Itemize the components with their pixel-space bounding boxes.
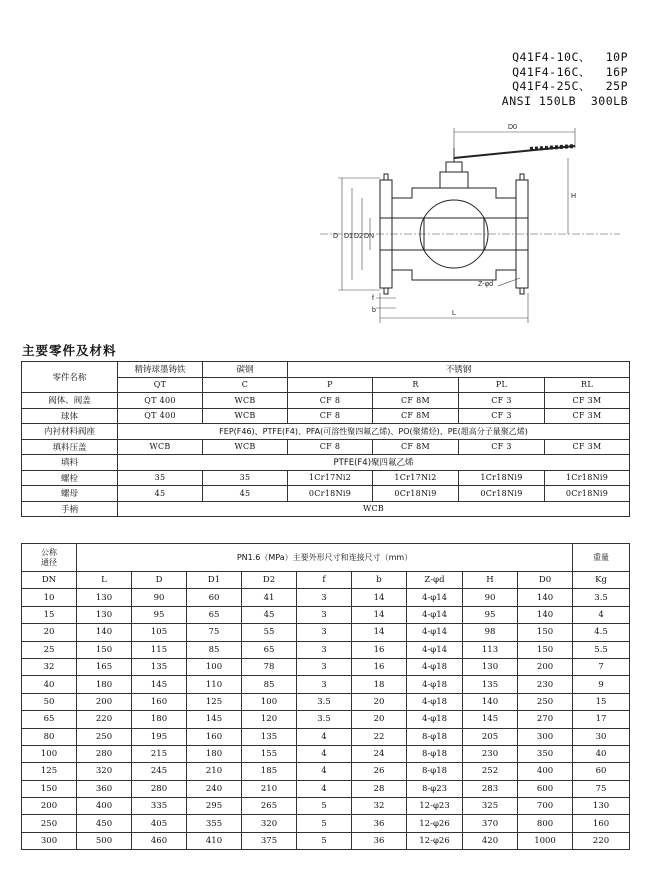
dimension-cell: 16 [352,641,407,658]
dimension-cell: 32 [22,658,77,675]
dimension-cell: 4 [297,780,352,797]
dimension-cell: 65 [22,711,77,728]
dimension-cell: 270 [518,711,573,728]
dimension-cell: 10 [22,589,77,606]
dimension-cell: 15 [573,693,630,710]
materials-table [21,361,630,517]
dimension-cell: 220 [573,832,630,849]
dimension-cell: 120 [242,711,297,728]
material-cell: 0Cr18Ni9 [373,486,459,502]
dimension-cell: 40 [22,676,77,693]
dimension-cell: 100 [22,745,77,762]
section-title: 主要零件及材料 [22,343,117,358]
dimension-cell: 180 [132,711,187,728]
dimension-cell: 90 [463,589,518,606]
table-row [22,362,630,378]
dimension-cell: 20 [352,711,407,728]
dim-label-l: L [452,310,456,317]
column-header: H [463,572,518,589]
dimension-cell: 12-φ26 [407,815,463,832]
table-row [22,641,630,658]
dimension-cell: 165 [77,658,132,675]
dimensions-body [22,589,630,850]
handle-material: WCB [118,501,630,517]
dim-label-zd: Z-φd [478,281,494,288]
dimension-cell: 320 [77,763,132,780]
dimension-cell: 320 [242,815,297,832]
part-name: 填料压盖 [22,439,118,455]
table-row [22,780,630,797]
table-row [22,439,630,455]
dimension-cell: 4 [573,606,630,623]
column-header: b [352,572,407,589]
material-cell: 45 [203,486,288,502]
dimension-cell: 150 [22,780,77,797]
dimension-cell: 36 [352,815,407,832]
column-header: f [297,572,352,589]
dimension-cell: 5 [297,815,352,832]
dimension-cell: 85 [187,641,242,658]
material-cell: CF 3 [459,393,545,409]
dimension-cell: 100 [242,693,297,710]
dim-label-d2: D2 [354,233,363,240]
dimension-cell: 14 [352,606,407,623]
dimension-cell: 250 [77,728,132,745]
column-header: D [132,572,187,589]
dimension-cell: 160 [132,693,187,710]
dimension-cell: 350 [518,745,573,762]
part-name: 螺母 [22,486,118,502]
material-cell: 45 [118,486,203,502]
dimension-cell: 130 [77,606,132,623]
dimension-cell: 14 [352,589,407,606]
dimension-cell: 280 [132,780,187,797]
dimension-cell: 60 [573,763,630,780]
dimension-cell: 420 [463,832,518,849]
model-line: ANSI 150LB 300LB [501,93,628,108]
dimension-cell: 230 [463,745,518,762]
dimension-cell: 410 [187,832,242,849]
dimension-cell: 12-φ26 [407,832,463,849]
material-cell: WCB [118,439,203,455]
dimension-cell: 98 [463,624,518,641]
dimension-cell: 22 [352,728,407,745]
dimension-cell: 3 [297,658,352,675]
dimension-cell: 210 [187,763,242,780]
dimension-cell: 100 [187,658,242,675]
dimension-cell: 32 [352,798,407,815]
dimension-cell: 135 [132,658,187,675]
table-row [22,486,630,502]
material-cell: 1Cr18Ni9 [545,470,630,486]
column-header: D1 [187,572,242,589]
dimension-cell: 3 [297,676,352,693]
dimension-cell: 113 [463,641,518,658]
dimension-cell: 375 [242,832,297,849]
dimension-cell: 360 [77,780,132,797]
carbon-steel-header: 碳钢 [203,362,288,378]
material-cell: CF 8 [288,408,373,424]
material-cell: CF 3M [545,408,630,424]
dimension-cell: 400 [518,763,573,780]
dimension-cell: 4-φ18 [407,676,463,693]
dimension-cell: 26 [352,763,407,780]
material-cell: CF 8 [288,439,373,455]
dimension-cell: 325 [463,798,518,815]
dimension-cell: 78 [242,658,297,675]
code-cell: PL [459,377,545,393]
dimension-cell: 3.5 [297,693,352,710]
dimension-cell: 300 [518,728,573,745]
dimension-cell: 30 [573,728,630,745]
dimension-cell: 245 [132,763,187,780]
packing-material: PTFE(F4)聚四氟乙烯 [118,455,630,471]
table-row [22,589,630,606]
dimension-cell: 355 [187,815,242,832]
material-cell: 1Cr18Ni9 [459,470,545,486]
code-cell: P [288,377,373,393]
dimension-cell: 20 [352,693,407,710]
dimension-cell: 335 [132,798,187,815]
material-cell: CF 8M [373,408,459,424]
dimension-cell: 8-φ18 [407,745,463,762]
dimension-cell: 95 [132,606,187,623]
dimension-cell: 210 [242,780,297,797]
dimension-cell: 80 [22,728,77,745]
table-row [22,658,630,675]
dimension-cell: 8-φ18 [407,763,463,780]
valve-drawing [320,118,630,333]
part-name: 螺栓 [22,470,118,486]
material-cell: CF 3 [459,439,545,455]
dimension-cell: 300 [22,832,77,849]
dimension-cell: 1000 [518,832,573,849]
table-row [22,745,630,762]
dimension-cell: 4-φ14 [407,641,463,658]
dimension-cell: 28 [352,780,407,797]
dimension-cell: 5 [297,798,352,815]
weight-header: 重量 [573,544,630,572]
dimension-cell: 9 [573,676,630,693]
table-row [22,393,630,409]
dimension-cell: 145 [463,711,518,728]
dimension-cell: 95 [463,606,518,623]
code-cell: QT [118,377,203,393]
dimension-cell: 41 [242,589,297,606]
dimension-cell: 400 [77,798,132,815]
dimension-cell: 4 [297,745,352,762]
dimension-cell: 45 [242,606,297,623]
dimension-cell: 4-φ18 [407,658,463,675]
table-row [22,832,630,849]
dimension-cell: 200 [22,798,77,815]
dimension-cell: 250 [518,693,573,710]
dimension-cell: 75 [187,624,242,641]
dimension-cell: 460 [132,832,187,849]
dimensions-title: PN1.6（MPa）主要外形尺寸和连接尺寸（mm） [77,544,573,572]
dimension-cell: 252 [463,763,518,780]
dimension-cell: 90 [132,589,187,606]
dimension-cell: 4 [297,763,352,780]
dimension-cell: 160 [187,728,242,745]
part-name: 手柄 [22,501,118,517]
table-row [22,763,630,780]
column-header: Z-φd [407,572,463,589]
column-header: L [77,572,132,589]
material-cell: WCB [203,439,288,455]
dimension-cell: 5 [297,832,352,849]
dimension-cell: 135 [242,728,297,745]
table-row [22,408,630,424]
dimension-cell: 130 [573,798,630,815]
dimension-cell: 265 [242,798,297,815]
dim-label-d: D [333,233,339,240]
dim-label-d1: D1 [344,233,353,240]
dimension-cell: 8-φ23 [407,780,463,797]
dimension-cell: 405 [132,815,187,832]
material-cell: CF 3 [459,408,545,424]
dim-label-h: H [571,193,577,200]
dimension-cell: 125 [187,693,242,710]
table-row [22,676,630,693]
dimension-cell: 283 [463,780,518,797]
code-cell: R [373,377,459,393]
material-cell: WCB [203,393,288,409]
model-line: Q41F4-10C、 10P [512,50,628,64]
model-list [468,50,628,108]
lining-materials: FEP(F46)、PTFE(F4)、PFA(可溶性聚四氟乙烯)、PO(聚烯烃)、PE(超高分子量聚乙烯) [118,424,630,440]
dim-label-d0: D0 [508,124,517,131]
dimension-cell: 220 [77,711,132,728]
part-name-header: 零件名称 [22,362,118,393]
dim-label-b: b [372,307,376,314]
dimension-cell: 24 [352,745,407,762]
dimension-cell: 75 [573,780,630,797]
material-cell: CF 3M [545,393,630,409]
material-cell: 35 [203,470,288,486]
dimension-cell: 60 [187,589,242,606]
dimension-cell: 4-φ18 [407,693,463,710]
dimension-cell: 700 [518,798,573,815]
dimension-cell: 140 [518,589,573,606]
dimension-cell: 180 [187,745,242,762]
dimension-cell: 200 [77,693,132,710]
table-row [22,470,630,486]
dimension-cell: 18 [352,676,407,693]
table-row [22,815,630,832]
table-row [22,798,630,815]
table-row [22,728,630,745]
dimension-cell: 3 [297,589,352,606]
material-cell: 0Cr18Ni9 [288,486,373,502]
table-row [22,693,630,710]
dimension-cell: 130 [463,658,518,675]
material-cell: 35 [118,470,203,486]
material-cell: CF 8 [288,393,373,409]
material-cell: QT 400 [118,393,203,409]
dimension-cell: 125 [22,763,77,780]
dimension-cell: 3 [297,641,352,658]
nominal-diameter-header [22,544,77,572]
dimension-cell: 16 [352,658,407,675]
column-header: DN [22,572,77,589]
dimension-cell: 800 [518,815,573,832]
dimension-cell: 230 [518,676,573,693]
table-row [22,544,630,572]
dimension-cell: 160 [573,815,630,832]
stainless-header: 不锈钢 [288,362,630,378]
dimension-cell: 55 [242,624,297,641]
dimension-cell: 200 [518,658,573,675]
dimension-cell: 4-φ14 [407,589,463,606]
column-header: D2 [242,572,297,589]
dimension-cell: 140 [463,693,518,710]
dimension-cell: 12-φ23 [407,798,463,815]
material-cell: 1Cr17Ni2 [288,470,373,486]
dimension-cell: 240 [187,780,242,797]
dimension-cell: 195 [132,728,187,745]
dimension-cell: 140 [77,624,132,641]
dimension-cell: 36 [352,832,407,849]
dimension-cell: 3.5 [573,589,630,606]
dimension-cell: 7 [573,658,630,675]
dimension-cell: 3 [297,606,352,623]
dimension-cell: 85 [242,676,297,693]
dimension-cell: 135 [463,676,518,693]
dimension-cell: 17 [573,711,630,728]
dimension-cell: 280 [77,745,132,762]
dimension-cell: 295 [187,798,242,815]
nominal-label: 公称 通径 [41,547,57,567]
model-line: Q41F4-16C、 16P [512,64,628,79]
dimension-cell: 155 [242,745,297,762]
part-name: 球体 [22,408,118,424]
table-row [22,501,630,517]
material-cell: CF 8M [373,393,459,409]
dimension-cell: 150 [518,641,573,658]
dim-label-f: f [372,295,374,302]
dimension-cell: 50 [22,693,77,710]
table-row [22,424,630,440]
dimension-cell: 40 [573,745,630,762]
ductile-iron-header: 精铸球墨铸铁 [118,362,203,378]
table-row [22,572,630,589]
dimension-cell: 115 [132,641,187,658]
material-cell: 0Cr18Ni9 [459,486,545,502]
dimension-cell: 600 [518,780,573,797]
dimension-cell: 450 [77,815,132,832]
code-cell: C [203,377,288,393]
dimension-cell: 25 [22,641,77,658]
dimension-cell: 250 [22,815,77,832]
table-row [22,606,630,623]
dimension-cell: 500 [77,832,132,849]
column-header: D0 [518,572,573,589]
table-row [22,455,630,471]
material-cell: 0Cr18Ni9 [545,486,630,502]
material-cell: CF 3M [545,439,630,455]
dimension-cell: 4.5 [573,624,630,641]
model-line: Q41F4-25C、 25P [512,79,628,93]
dimension-cell: 4-φ18 [407,711,463,728]
dimension-cell: 4 [297,728,352,745]
part-name: 填料 [22,455,118,471]
dimension-cell: 3.5 [297,711,352,728]
dimension-cell: 105 [132,624,187,641]
dimension-cell: 130 [77,589,132,606]
dimension-cell: 180 [77,676,132,693]
dimension-cell: 3 [297,624,352,641]
material-cell: WCB [203,408,288,424]
material-cell: QT 400 [118,408,203,424]
dimension-cell: 145 [132,676,187,693]
dimension-cell: 110 [187,676,242,693]
material-cell: CF 8M [373,439,459,455]
dimension-cell: 65 [242,641,297,658]
dimension-cell: 20 [22,624,77,641]
dimension-cell: 4-φ14 [407,624,463,641]
part-name: 阀体、阀盖 [22,393,118,409]
dimension-cell: 150 [518,624,573,641]
dimension-cell: 185 [242,763,297,780]
dimension-cell: 15 [22,606,77,623]
material-cell: 1Cr17Ni2 [373,470,459,486]
dimension-cell: 145 [187,711,242,728]
part-name: 内衬材料阀座 [22,424,118,440]
dimension-cell: 370 [463,815,518,832]
dimension-cell: 4-φ14 [407,606,463,623]
code-cell: RL [545,377,630,393]
dimension-cell: 205 [463,728,518,745]
dimension-cell: 8-φ18 [407,728,463,745]
dimension-cell: 150 [77,641,132,658]
dimension-cell: 5.5 [573,641,630,658]
column-header: Kg [573,572,630,589]
dimension-cell: 140 [518,606,573,623]
dimension-cell: 65 [187,606,242,623]
dim-label-dn: DN [364,233,375,240]
dimensions-table [21,543,630,850]
table-row [22,624,630,641]
dimension-cell: 14 [352,624,407,641]
dimension-cell: 215 [132,745,187,762]
table-row [22,711,630,728]
